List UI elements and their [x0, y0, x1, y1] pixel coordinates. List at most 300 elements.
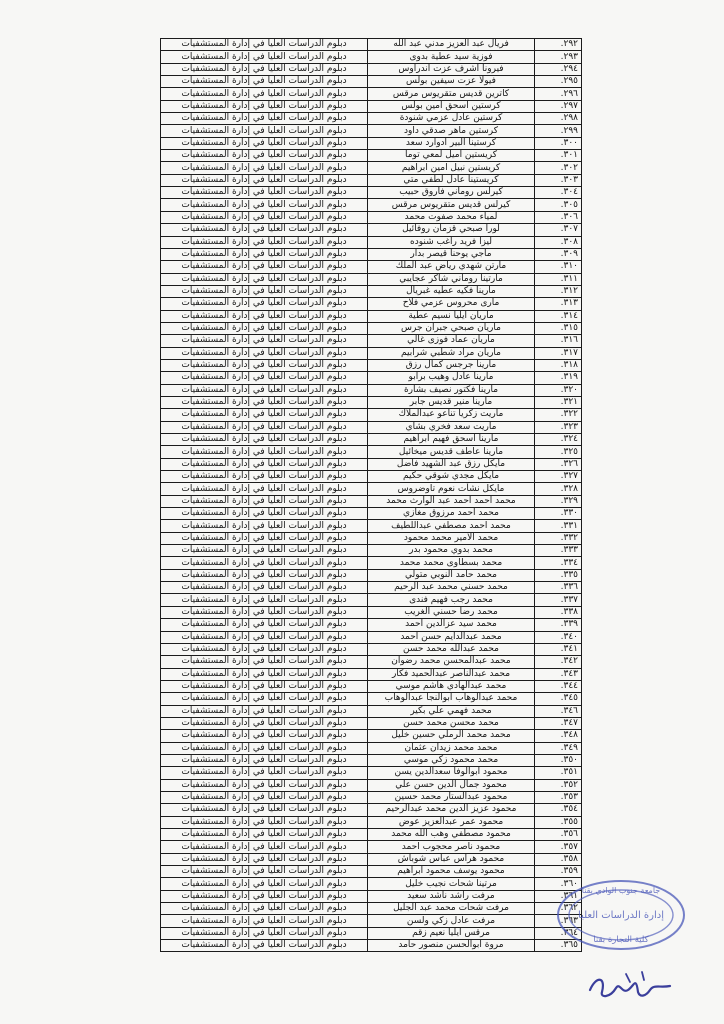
- row-number: ٣٣٧.: [535, 594, 582, 606]
- student-name: محمد محمد الرملي حسين خليل: [368, 730, 535, 742]
- table-row: [161, 680, 582, 692]
- student-name: محمد رجب فهيم فندى: [368, 594, 535, 606]
- official-stamp: [555, 878, 687, 952]
- student-name: محمد عبدالمحسن محمد رضوان: [368, 656, 535, 668]
- program-name: دبلوم الدراسات العليا في إدارة المستشفيات: [161, 557, 368, 569]
- row-number: ٣٤٤.: [535, 680, 582, 692]
- program-name: دبلوم الدراسات العليا في إدارة المستشفيات: [161, 298, 368, 310]
- student-name: مارى محروس عزمي فلاح: [368, 298, 535, 310]
- table-row: [161, 804, 582, 816]
- row-number: ٣١٦.: [535, 335, 582, 347]
- program-name: دبلوم الدراسات العليا في إدارة المستشفيات: [161, 767, 368, 779]
- row-number: ٣١٧.: [535, 347, 582, 359]
- table-row: [161, 557, 582, 569]
- program-name: دبلوم الدراسات العليا في إدارة المستشفيات: [161, 162, 368, 174]
- row-number: ٣٥٧.: [535, 841, 582, 853]
- student-name: كاترين قديس متقريوس مرقس: [368, 88, 535, 100]
- row-number: ٣٣١.: [535, 520, 582, 532]
- student-name: محمد رضا حسني الغريب: [368, 606, 535, 618]
- table-row: [161, 730, 582, 742]
- table-row: [161, 236, 582, 248]
- program-name: دبلوم الدراسات العليا في إدارة المستشفيات: [161, 322, 368, 334]
- row-number: ٣٤٦.: [535, 705, 582, 717]
- program-name: دبلوم الدراسات العليا في إدارة المستشفيات: [161, 211, 368, 223]
- row-number: ٣٤٧.: [535, 717, 582, 729]
- student-name: محمود ناصر محجوب احمد: [368, 841, 535, 853]
- row-number: ٣٠٩.: [535, 248, 582, 260]
- row-number: ٣٣٤.: [535, 557, 582, 569]
- table-row: [161, 829, 582, 841]
- program-name: دبلوم الدراسات العليا في إدارة المستشفيات: [161, 903, 368, 915]
- student-name: محمد عبدالدايم حسن أحمد: [368, 631, 535, 643]
- program-name: دبلوم الدراسات العليا في إدارة المستشفيات: [161, 717, 368, 729]
- program-name: دبلوم الدراسات العليا في إدارة المستشفيات: [161, 285, 368, 297]
- program-name: دبلوم الدراسات العليا في إدارة المستشفيات: [161, 866, 368, 878]
- program-name: دبلوم الدراسات العليا في إدارة المستشفيات: [161, 940, 368, 952]
- row-number: ٣٢٢.: [535, 409, 582, 421]
- program-name: دبلوم الدراسات العليا في إدارة المستشفيات: [161, 545, 368, 557]
- table-row: [161, 88, 582, 100]
- table-row: [161, 927, 582, 939]
- program-name: دبلوم الدراسات العليا في إدارة المستشفيات: [161, 656, 368, 668]
- row-number: ٣١٠.: [535, 261, 582, 273]
- program-name: دبلوم الدراسات العليا في إدارة المستشفيات: [161, 384, 368, 396]
- row-number: ٣٢١.: [535, 396, 582, 408]
- student-name: محمد محسن محمد حسن: [368, 717, 535, 729]
- table-row: [161, 396, 582, 408]
- student-name: محمود عبدالستار محمد حسين: [368, 791, 535, 803]
- row-number: ٣٣٠.: [535, 508, 582, 520]
- student-name: كيرلس قديس متقريوس مرقس: [368, 199, 535, 211]
- table-row: [161, 39, 582, 51]
- row-number: ٣٤٥.: [535, 693, 582, 705]
- row-number: ٣٤١.: [535, 643, 582, 655]
- student-name: كرستين اسحق امين بولس: [368, 100, 535, 112]
- student-name: محمد حامد النوبي متولي: [368, 569, 535, 581]
- table-row: [161, 853, 582, 865]
- student-name: ماريان صبحي جبران جرس: [368, 322, 535, 334]
- table-row: [161, 656, 582, 668]
- program-name: دبلوم الدراسات العليا في إدارة المستشفيات: [161, 890, 368, 902]
- table-row: [161, 903, 582, 915]
- student-name: مرفت عادل زكي ولسن: [368, 915, 535, 927]
- table-row: [161, 471, 582, 483]
- table-row: [161, 285, 582, 297]
- program-name: دبلوم الدراسات العليا في إدارة المستشفيات: [161, 125, 368, 137]
- program-name: دبلوم الدراسات العليا في إدارة المستشفيات: [161, 236, 368, 248]
- student-name: مارينا عادل وهيب برابو: [368, 372, 535, 384]
- student-name: مارتن شهدي رياض عبد الملك: [368, 261, 535, 273]
- row-number: ٣٠٠.: [535, 137, 582, 149]
- table-row: [161, 594, 582, 606]
- table-row: [161, 631, 582, 643]
- student-name: محمد سيد عزالدين احمد: [368, 619, 535, 631]
- student-name: ليزا فريد راغب شنوده: [368, 236, 535, 248]
- student-name: محمود عزيز الدين محمد عبدالرحيم: [368, 804, 535, 816]
- table-row: [161, 248, 582, 260]
- program-name: دبلوم الدراسات العليا في إدارة المستشفيات: [161, 606, 368, 618]
- student-name: فوزية سيد عطية بدوى: [368, 51, 535, 63]
- table-row: [161, 125, 582, 137]
- row-number: ٣٣٥.: [535, 569, 582, 581]
- student-name: كيرلس روماني فاروق حبيب: [368, 187, 535, 199]
- table-row: [161, 705, 582, 717]
- table-row: [161, 434, 582, 446]
- program-name: دبلوم الدراسات العليا في إدارة المستشفيات: [161, 705, 368, 717]
- table-row: [161, 915, 582, 927]
- program-name: دبلوم الدراسات العليا في إدارة المستشفيات: [161, 841, 368, 853]
- handwritten-signature: [586, 968, 674, 1004]
- program-name: دبلوم الدراسات العليا في إدارة المستشفيات: [161, 273, 368, 285]
- student-name: لمياء محمد صفوت محمد: [368, 211, 535, 223]
- row-number: ٣٥٩.: [535, 866, 582, 878]
- table-row: [161, 76, 582, 88]
- table-row: [161, 841, 582, 853]
- program-name: دبلوم الدراسات العليا في إدارة المستشفيات: [161, 804, 368, 816]
- program-name: دبلوم الدراسات العليا في إدارة المستشفيات: [161, 63, 368, 75]
- row-number: ٣٥٢.: [535, 779, 582, 791]
- row-number: ٣٤٣.: [535, 668, 582, 680]
- table-row: [161, 532, 582, 544]
- table-row: [161, 384, 582, 396]
- table-row: [161, 619, 582, 631]
- table-row: [161, 310, 582, 322]
- student-name: محمد فهمي علي بكير: [368, 705, 535, 717]
- student-name: فيولا عزت سيفين بولس: [368, 76, 535, 88]
- table-row: [161, 866, 582, 878]
- student-name: فيرونا اشرف عزت اندراوس: [368, 63, 535, 75]
- program-name: دبلوم الدراسات العليا في إدارة المستشفيات: [161, 471, 368, 483]
- student-name: مارينا منير قديس جابر: [368, 396, 535, 408]
- table-row: [161, 816, 582, 828]
- student-name: محمد محمد زيدان عثمان: [368, 742, 535, 754]
- row-number: ٣٢٦.: [535, 458, 582, 470]
- table-row: [161, 421, 582, 433]
- program-name: دبلوم الدراسات العليا في إدارة المستشفيات: [161, 483, 368, 495]
- student-name: مرفت شحات محمد عبد الجليل: [368, 903, 535, 915]
- program-name: دبلوم الدراسات العليا في إدارة المستشفيات: [161, 347, 368, 359]
- row-number: ٣٥٠.: [535, 754, 582, 766]
- row-number: ٣٦٢.: [535, 903, 582, 915]
- program-name: دبلوم الدراسات العليا في إدارة المستشفيات: [161, 113, 368, 125]
- row-number: ٣١٥.: [535, 322, 582, 334]
- row-number: ٣٦٥.: [535, 940, 582, 952]
- row-number: ٣٠٨.: [535, 236, 582, 248]
- table-row: [161, 767, 582, 779]
- stamp-text-top: جامعة جنوب الوادي بقنا: [581, 886, 661, 895]
- program-name: دبلوم الدراسات العليا في إدارة المستشفيات: [161, 520, 368, 532]
- student-name: مايكل رزق عبد الشهيد فاضل: [368, 458, 535, 470]
- program-name: دبلوم الدراسات العليا في إدارة المستشفيات: [161, 434, 368, 446]
- row-number: ٣١٨.: [535, 359, 582, 371]
- table-row: [161, 791, 582, 803]
- table-row: [161, 199, 582, 211]
- row-number: ٣١٩.: [535, 372, 582, 384]
- student-name: مرفت راشد ناشد سعيد: [368, 890, 535, 902]
- program-name: دبلوم الدراسات العليا في إدارة المستشفيات: [161, 88, 368, 100]
- row-number: ٣٥٥.: [535, 816, 582, 828]
- table-row: [161, 717, 582, 729]
- row-number: ٣٤٨.: [535, 730, 582, 742]
- table-row: [161, 409, 582, 421]
- student-name: ماريت زكريا تناعو عبدالملاك: [368, 409, 535, 421]
- program-name: دبلوم الدراسات العليا في إدارة المستشفيات: [161, 51, 368, 63]
- student-name: محمد بدوي محمود بدر: [368, 545, 535, 557]
- row-number: ٢٩٨.: [535, 113, 582, 125]
- table-row: [161, 100, 582, 112]
- table-row: [161, 187, 582, 199]
- row-number: ٣٦٠.: [535, 878, 582, 890]
- student-name: كرستين عادل عزمي شنودة: [368, 113, 535, 125]
- program-name: دبلوم الدراسات العليا في إدارة المستشفيات: [161, 396, 368, 408]
- student-name: محمود مصطفي وهب الله محمد: [368, 829, 535, 841]
- row-number: ٣٢٥.: [535, 446, 582, 458]
- table-row: [161, 211, 582, 223]
- student-name: مروة ابوالحسن منصور حامد: [368, 940, 535, 952]
- student-name: كرستين ماهر صدقي داود: [368, 125, 535, 137]
- student-name: محمد محمود زكي موسي: [368, 754, 535, 766]
- program-name: دبلوم الدراسات العليا في إدارة المستشفيات: [161, 915, 368, 927]
- table-row: [161, 890, 582, 902]
- table-row: [161, 224, 582, 236]
- program-name: دبلوم الدراسات العليا في إدارة المستشفيات: [161, 754, 368, 766]
- program-name: دبلوم الدراسات العليا في إدارة المستشفيات: [161, 150, 368, 162]
- program-name: دبلوم الدراسات العليا في إدارة المستشفيات: [161, 409, 368, 421]
- row-number: ٣٠٤.: [535, 187, 582, 199]
- row-number: ٣٢٨.: [535, 483, 582, 495]
- table-row: [161, 742, 582, 754]
- row-number: ٣٤٩.: [535, 742, 582, 754]
- program-name: دبلوم الدراسات العليا في إدارة المستشفيات: [161, 495, 368, 507]
- program-name: دبلوم الدراسات العليا في إدارة المستشفيات: [161, 643, 368, 655]
- student-name: محمد احمد مصطفي عبداللطيف: [368, 520, 535, 532]
- row-number: ٣٥٣.: [535, 791, 582, 803]
- program-name: دبلوم الدراسات العليا في إدارة المستشفيات: [161, 446, 368, 458]
- student-name: ماريان ايليا نسيم عطية: [368, 310, 535, 322]
- row-number: ٢٩٤.: [535, 63, 582, 75]
- program-name: دبلوم الدراسات العليا في إدارة المستشفيات: [161, 619, 368, 631]
- program-name: دبلوم الدراسات العليا في إدارة المستشفيات: [161, 693, 368, 705]
- table-row: [161, 643, 582, 655]
- row-number: ٣٥٤.: [535, 804, 582, 816]
- row-number: ٣٠١.: [535, 150, 582, 162]
- program-name: دبلوم الدراسات العليا في إدارة المستشفيات: [161, 569, 368, 581]
- row-number: ٣٢٠.: [535, 384, 582, 396]
- roster-body: [161, 39, 582, 952]
- table-row: [161, 63, 582, 75]
- row-number: ٣٤٠.: [535, 631, 582, 643]
- row-number: ٣٣٩.: [535, 619, 582, 631]
- student-name: محمد عبدالناصر عبدالحميد فكار: [368, 668, 535, 680]
- program-name: دبلوم الدراسات العليا في إدارة المستشفيات: [161, 878, 368, 890]
- program-name: دبلوم الدراسات العليا في إدارة المستشفيات: [161, 421, 368, 433]
- row-number: ٣٢٤.: [535, 434, 582, 446]
- student-name: محمد حسني محمد عبد الرحيم: [368, 582, 535, 594]
- program-name: دبلوم الدراسات العليا في إدارة المستشفيات: [161, 791, 368, 803]
- row-number: ٣١١.: [535, 273, 582, 285]
- student-name: كريستين نبيل امين ابراهيم: [368, 162, 535, 174]
- student-name: لورا صبحي قزمان روفائيل: [368, 224, 535, 236]
- row-number: ٣٥٦.: [535, 829, 582, 841]
- program-name: دبلوم الدراسات العليا في إدارة المستشفيات: [161, 742, 368, 754]
- table-row: [161, 545, 582, 557]
- table-row: [161, 940, 582, 952]
- program-name: دبلوم الدراسات العليا في إدارة المستشفيات: [161, 187, 368, 199]
- student-name: محمد احمد مرزوق مغازي: [368, 508, 535, 520]
- program-name: دبلوم الدراسات العليا في إدارة المستشفيات: [161, 730, 368, 742]
- student-name: كريستين أميل لمعي توما: [368, 150, 535, 162]
- program-name: دبلوم الدراسات العليا في إدارة المستشفيات: [161, 39, 368, 51]
- program-name: دبلوم الدراسات العليا في إدارة المستشفيات: [161, 508, 368, 520]
- program-name: دبلوم الدراسات العليا في إدارة المستشفيات: [161, 532, 368, 544]
- row-number: ٣٠٧.: [535, 224, 582, 236]
- row-number: ٣١٢.: [535, 285, 582, 297]
- row-number: ٣٠٦.: [535, 211, 582, 223]
- table-row: [161, 174, 582, 186]
- table-row: [161, 495, 582, 507]
- table-row: [161, 779, 582, 791]
- student-name: مايكل مجدي شوقي حكيم: [368, 471, 535, 483]
- table-row: [161, 113, 582, 125]
- row-number: ٢٩٩.: [535, 125, 582, 137]
- row-number: ٣٣٢.: [535, 532, 582, 544]
- student-name: كريستينا عادل لطفي متي: [368, 174, 535, 186]
- table-row: [161, 261, 582, 273]
- table-row: [161, 582, 582, 594]
- student-name: مارينا اسحق فهيم ابراهيم: [368, 434, 535, 446]
- student-name: ماريت سعد فخري بشاي: [368, 421, 535, 433]
- student-name: مايكل نشأت نعوم تاوضروس: [368, 483, 535, 495]
- program-name: دبلوم الدراسات العليا في إدارة المستشفيات: [161, 310, 368, 322]
- student-name: محمود عمر عبدالعزيز عوض: [368, 816, 535, 828]
- row-number: ٣١٣.: [535, 298, 582, 310]
- student-name: مرتينا شحات نجيب خليل: [368, 878, 535, 890]
- program-name: دبلوم الدراسات العليا في إدارة المستشفيات: [161, 927, 368, 939]
- program-name: دبلوم الدراسات العليا في إدارة المستشفيات: [161, 174, 368, 186]
- row-number: ٢٩٢.: [535, 39, 582, 51]
- row-number: ٣٠٥.: [535, 199, 582, 211]
- student-name: محمود جمال الدين حسن علي: [368, 779, 535, 791]
- student-name: محمود ابوالوفا سعدالدين يسن: [368, 767, 535, 779]
- table-row: [161, 878, 582, 890]
- row-number: ٣٢٧.: [535, 471, 582, 483]
- table-row: [161, 693, 582, 705]
- row-number: ٣٥١.: [535, 767, 582, 779]
- table-row: [161, 359, 582, 371]
- student-name: ماجي يوحنا قيصر بدار: [368, 248, 535, 260]
- table-row: [161, 137, 582, 149]
- program-name: دبلوم الدراسات العليا في إدارة المستشفيات: [161, 680, 368, 692]
- student-name: كرستينا البير ادوارد سعد: [368, 137, 535, 149]
- program-name: دبلوم الدراسات العليا في إدارة المستشفيات: [161, 816, 368, 828]
- table-row: [161, 754, 582, 766]
- student-name: محمد بسطاوى محمد محمد: [368, 557, 535, 569]
- table-row: [161, 458, 582, 470]
- table-row: [161, 150, 582, 162]
- student-name: محمد احمد احمد عبد الوارث محمد: [368, 495, 535, 507]
- row-number: ٣٦٣.: [535, 915, 582, 927]
- student-name: محمود يوسف محمود ابراهيم: [368, 866, 535, 878]
- row-number: ٣٣٨.: [535, 606, 582, 618]
- program-name: دبلوم الدراسات العليا في إدارة المستشفيات: [161, 372, 368, 384]
- student-name: ماريان مراد شطبي شرابيم: [368, 347, 535, 359]
- table-row: [161, 446, 582, 458]
- program-name: دبلوم الدراسات العليا في إدارة المستشفيات: [161, 335, 368, 347]
- student-name: محمد عبدالله محمد حسن: [368, 643, 535, 655]
- row-number: ٣٠٣.: [535, 174, 582, 186]
- program-name: دبلوم الدراسات العليا في إدارة المستشفيات: [161, 248, 368, 260]
- student-roster-table: [160, 38, 582, 952]
- student-name: مارينا فكتور نصيف بشارة: [368, 384, 535, 396]
- program-name: دبلوم الدراسات العليا في إدارة المستشفيات: [161, 582, 368, 594]
- row-number: ٣٣٦.: [535, 582, 582, 594]
- row-number: ٣٤٢.: [535, 656, 582, 668]
- program-name: دبلوم الدراسات العليا في إدارة المستشفيات: [161, 137, 368, 149]
- row-number: ٢٩٦.: [535, 88, 582, 100]
- student-name: مارينا فكيه عطيه غبريال: [368, 285, 535, 297]
- table-row: [161, 520, 582, 532]
- table-row: [161, 569, 582, 581]
- row-number: ٢٩٣.: [535, 51, 582, 63]
- table-row: [161, 335, 582, 347]
- program-name: دبلوم الدراسات العليا في إدارة المستشفيات: [161, 668, 368, 680]
- table-row: [161, 508, 582, 520]
- table-row: [161, 606, 582, 618]
- table-row: [161, 372, 582, 384]
- program-name: دبلوم الدراسات العليا في إدارة المستشفيات: [161, 631, 368, 643]
- table-row: [161, 51, 582, 63]
- student-name: محمد عبدالهادي هاشم موسي: [368, 680, 535, 692]
- program-name: دبلوم الدراسات العليا في إدارة المستشفيات: [161, 853, 368, 865]
- table-row: [161, 298, 582, 310]
- stamp-text-middle: إدارة الدراسات العليا: [578, 910, 664, 921]
- program-name: دبلوم الدراسات العليا في إدارة المستشفيات: [161, 359, 368, 371]
- program-name: دبلوم الدراسات العليا في إدارة المستشفيات: [161, 829, 368, 841]
- table-row: [161, 347, 582, 359]
- program-name: دبلوم الدراسات العليا في إدارة المستشفيات: [161, 199, 368, 211]
- program-name: دبلوم الدراسات العليا في إدارة المستشفيات: [161, 224, 368, 236]
- row-number: ٣٦١.: [535, 890, 582, 902]
- program-name: دبلوم الدراسات العليا في إدارة المستشفيات: [161, 100, 368, 112]
- row-number: ٣٢٩.: [535, 495, 582, 507]
- row-number: ٣٦٤.: [535, 927, 582, 939]
- program-name: دبلوم الدراسات العليا في إدارة المستشفيات: [161, 261, 368, 273]
- student-name: مارينا جرجس كمال رزق: [368, 359, 535, 371]
- row-number: ٣٥٨.: [535, 853, 582, 865]
- row-number: ٣٣٣.: [535, 545, 582, 557]
- row-number: ٣١٤.: [535, 310, 582, 322]
- row-number: ٣٢٣.: [535, 421, 582, 433]
- student-name: محمد عبدالوهاب ابوالنجا عبدالوهاب: [368, 693, 535, 705]
- row-number: ٢٩٧.: [535, 100, 582, 112]
- program-name: دبلوم الدراسات العليا في إدارة المستشفيات: [161, 458, 368, 470]
- row-number: ٢٩٥.: [535, 76, 582, 88]
- program-name: دبلوم الدراسات العليا في إدارة المستشفيات: [161, 594, 368, 606]
- student-name: فريال عبد العزيز مدني عبد الله: [368, 39, 535, 51]
- student-name: مارتينا روماني شاكر عجايبي: [368, 273, 535, 285]
- table-row: [161, 273, 582, 285]
- table-row: [161, 668, 582, 680]
- stamp-text-bottom: كلية التجارة بقنا: [593, 935, 649, 945]
- row-number: ٣٠٢.: [535, 162, 582, 174]
- table-row: [161, 162, 582, 174]
- table-row: [161, 483, 582, 495]
- student-name: مرقس ايليا نعيم زقم: [368, 927, 535, 939]
- student-name: محمد الامير محمد محمود: [368, 532, 535, 544]
- program-name: دبلوم الدراسات العليا في إدارة المستشفيات: [161, 779, 368, 791]
- student-name: محمود هراس عباس شوباش: [368, 853, 535, 865]
- table-row: [161, 322, 582, 334]
